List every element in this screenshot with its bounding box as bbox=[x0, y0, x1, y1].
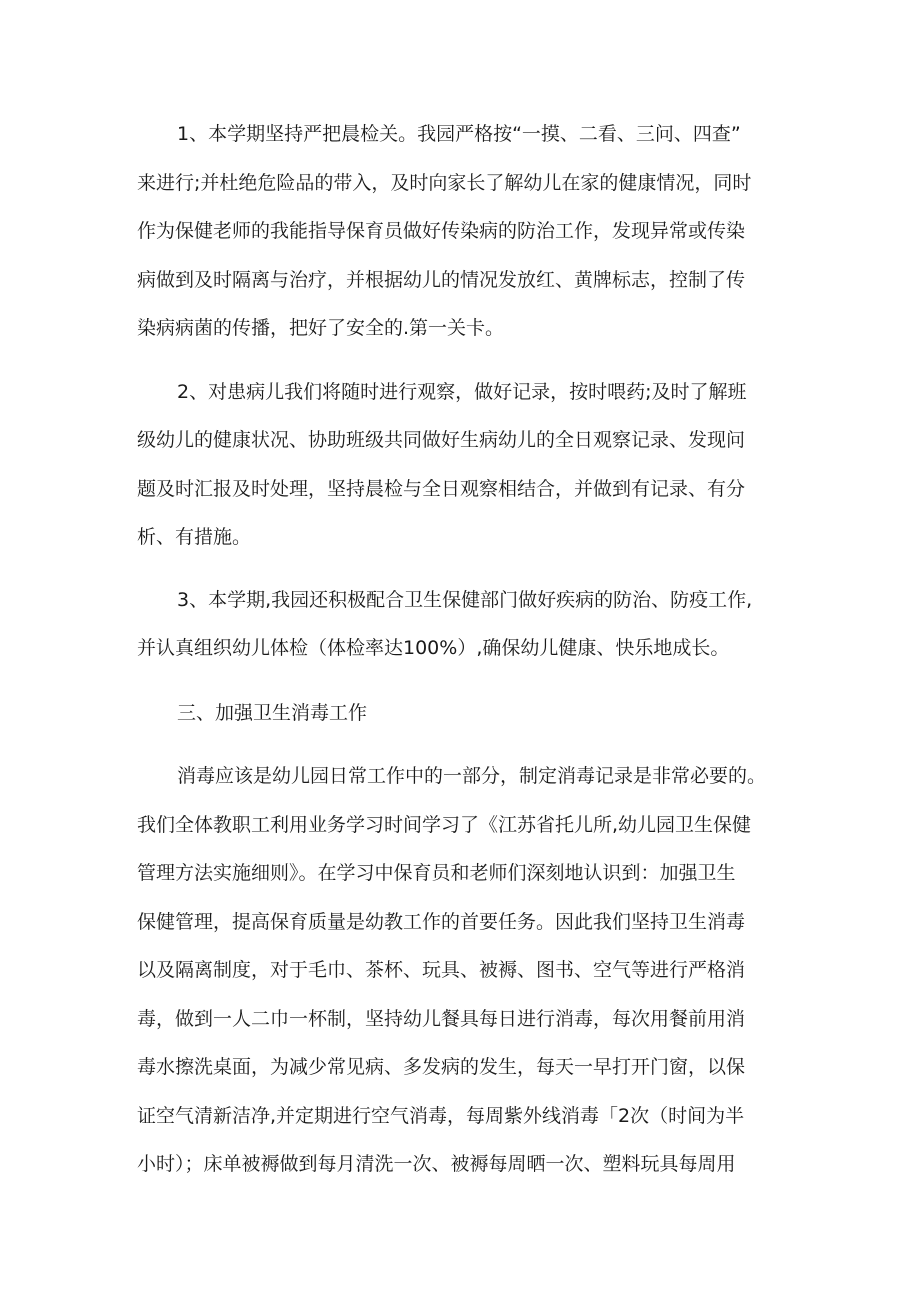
paragraph-4-line-4: 保健管理，提高保育质量是幼教工作的首要任务。因此我们坚持卫生消毒 bbox=[137, 911, 746, 933]
section-heading-3: 三、加强卫生消毒工作 bbox=[177, 702, 368, 724]
paragraph-4-line-9: 小时）；床单被褥做到每月清洗一次、被褥每周晒一次、塑料玩具每周用 bbox=[137, 1153, 736, 1175]
paragraph-4-line-2: 我们全体教职工利用业务学习时间学习了《江苏省托儿所,幼儿园卫生保健 bbox=[137, 814, 752, 836]
paragraph-1-line-3: 作为保健老师的我能指导保育员做好传染病的防治工作，发现异常或传染 bbox=[137, 220, 746, 242]
paragraph-3-line-2: 并认真组织幼儿体检（体检率达100%）,确保幼儿健康、快乐地成长。 bbox=[137, 637, 730, 659]
paragraph-3-line-1: 3、本学期,我园还积极配合卫生保健部门做好疾病的防治、防疫工作, bbox=[177, 589, 753, 611]
paragraph-4-line-1: 消毒应该是幼儿园日常工作中的一部分，制定消毒记录是非常必要的。 bbox=[177, 765, 767, 787]
paragraph-1-line-5: 染病病菌的传播，把好了安全的.第一关卡。 bbox=[137, 317, 505, 339]
paragraph-2-line-2: 级幼儿的健康状况、协助班级共同做好生病幼儿的全日观察记录、发现问 bbox=[137, 429, 746, 451]
paragraph-2-line-1: 2、对患病儿我们将随时进行观察，做好记录，按时喂药;及时了解班 bbox=[177, 381, 747, 403]
paragraph-2-line-3: 题及时汇报及时处理，坚持晨检与全日观察相结合，并做到有记录、有分 bbox=[137, 478, 746, 500]
paragraph-2-line-4: 析、有措施。 bbox=[137, 526, 252, 548]
paragraph-4-line-3: 管理方法实施细则》。在学习中保育员和老师们深刻地认识到：加强卫生 bbox=[137, 862, 736, 884]
paragraph-4-line-8: 证空气清新洁净,并定期进行空气消毒，每周紫外线消毒「2次（时间为半 bbox=[137, 1105, 745, 1127]
paragraph-4-line-7: 毒水擦洗桌面，为减少常见病、多发病的发生，每天一早打开门窗，以保 bbox=[137, 1056, 746, 1078]
paragraph-1-line-2: 来进行;并杜绝危险品的带入，及时向家长了解幼儿在家的健康情况，同时 bbox=[137, 172, 752, 194]
paragraph-4-line-6: 毒，做到一人二巾一杯制，坚持幼儿餐具每日进行消毒，每次用餐前用消 bbox=[137, 1008, 746, 1030]
paragraph-4-line-5: 以及隔离制度，对于毛巾、茶杯、玩具、被褥、图书、空气等进行严格消 bbox=[137, 959, 746, 981]
paragraph-1-line-4: 病做到及时隔离与治疗，并根据幼儿的情况发放红、黄牌标志，控制了传 bbox=[137, 269, 746, 291]
paragraph-1-line-1: 1、本学期坚持严把晨检关。我园严格按“一摸、二看、三问、四查” bbox=[177, 123, 741, 145]
